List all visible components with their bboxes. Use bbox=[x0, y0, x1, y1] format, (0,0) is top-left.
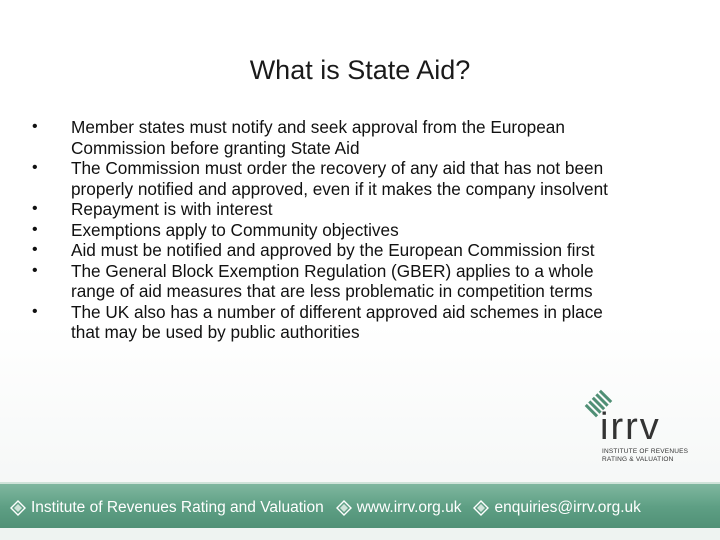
logo-subtitle-line: INSTITUTE OF REVENUES bbox=[602, 448, 689, 455]
bullet-marker: • bbox=[32, 241, 38, 258]
logo-subtitle-line: RATING & VALUATION bbox=[602, 456, 674, 463]
diamond-icon bbox=[473, 500, 489, 516]
bullet-line: Member states must notify and seek approval from the European bbox=[71, 117, 565, 137]
bullet-marker: • bbox=[32, 118, 38, 135]
logo-subtitle bbox=[602, 448, 688, 464]
bullet-marker: • bbox=[32, 220, 38, 238]
bullet-marker: • bbox=[32, 200, 38, 217]
bullet-item bbox=[30, 117, 710, 158]
bullet-item bbox=[30, 220, 710, 241]
logo-wordmark: irrv bbox=[600, 406, 661, 448]
diamond-icon bbox=[10, 500, 26, 516]
bullet-line: Aid must be notified and approved by the European Commission first bbox=[71, 240, 595, 260]
irrv-logo bbox=[578, 388, 698, 472]
footer-organisation: Institute of Revenues Rating and Valuation bbox=[31, 499, 324, 516]
bullet-line: The UK also has a number of different approved aid schemes in place bbox=[71, 301, 603, 322]
footer-website-link[interactable]: www.irrv.org.uk bbox=[356, 499, 462, 516]
bullet-line: Repayment is with interest bbox=[71, 199, 273, 219]
bullet-marker: • bbox=[32, 159, 38, 176]
bullet-line: Commission before granting State Aid bbox=[71, 137, 360, 158]
bullet-marker: • bbox=[32, 302, 38, 320]
diamond-icon bbox=[336, 500, 352, 516]
bullet-marker: • bbox=[32, 261, 38, 279]
bullet-item bbox=[30, 158, 710, 199]
bullet-item bbox=[30, 302, 710, 343]
bullet-item bbox=[30, 240, 710, 261]
bullet-item bbox=[30, 199, 710, 220]
bullet-line: properly notified and approved, even if it makes the company insolvent bbox=[71, 178, 608, 199]
footer-email-link[interactable]: enquiries@irrv.org.uk bbox=[494, 499, 641, 516]
bullet-line: The General Block Exemption Regulation (GBER) applies to a whole bbox=[71, 260, 594, 281]
slide-title: What is State Aid? bbox=[249, 55, 471, 85]
bullet-line: range of aid measures that are less problematic in competition terms bbox=[71, 281, 593, 301]
bullet-line: The Commission must order the recovery of any aid that has not been bbox=[71, 158, 604, 178]
bullet-list bbox=[30, 117, 710, 343]
bullet-item bbox=[30, 261, 710, 302]
bullet-line: Exemptions apply to Community objectives bbox=[71, 219, 399, 240]
footer-bar bbox=[0, 482, 720, 530]
footer-content bbox=[0, 496, 720, 520]
bullet-line: that may be used by public authorities bbox=[71, 322, 360, 342]
bottom-strip bbox=[0, 528, 720, 540]
